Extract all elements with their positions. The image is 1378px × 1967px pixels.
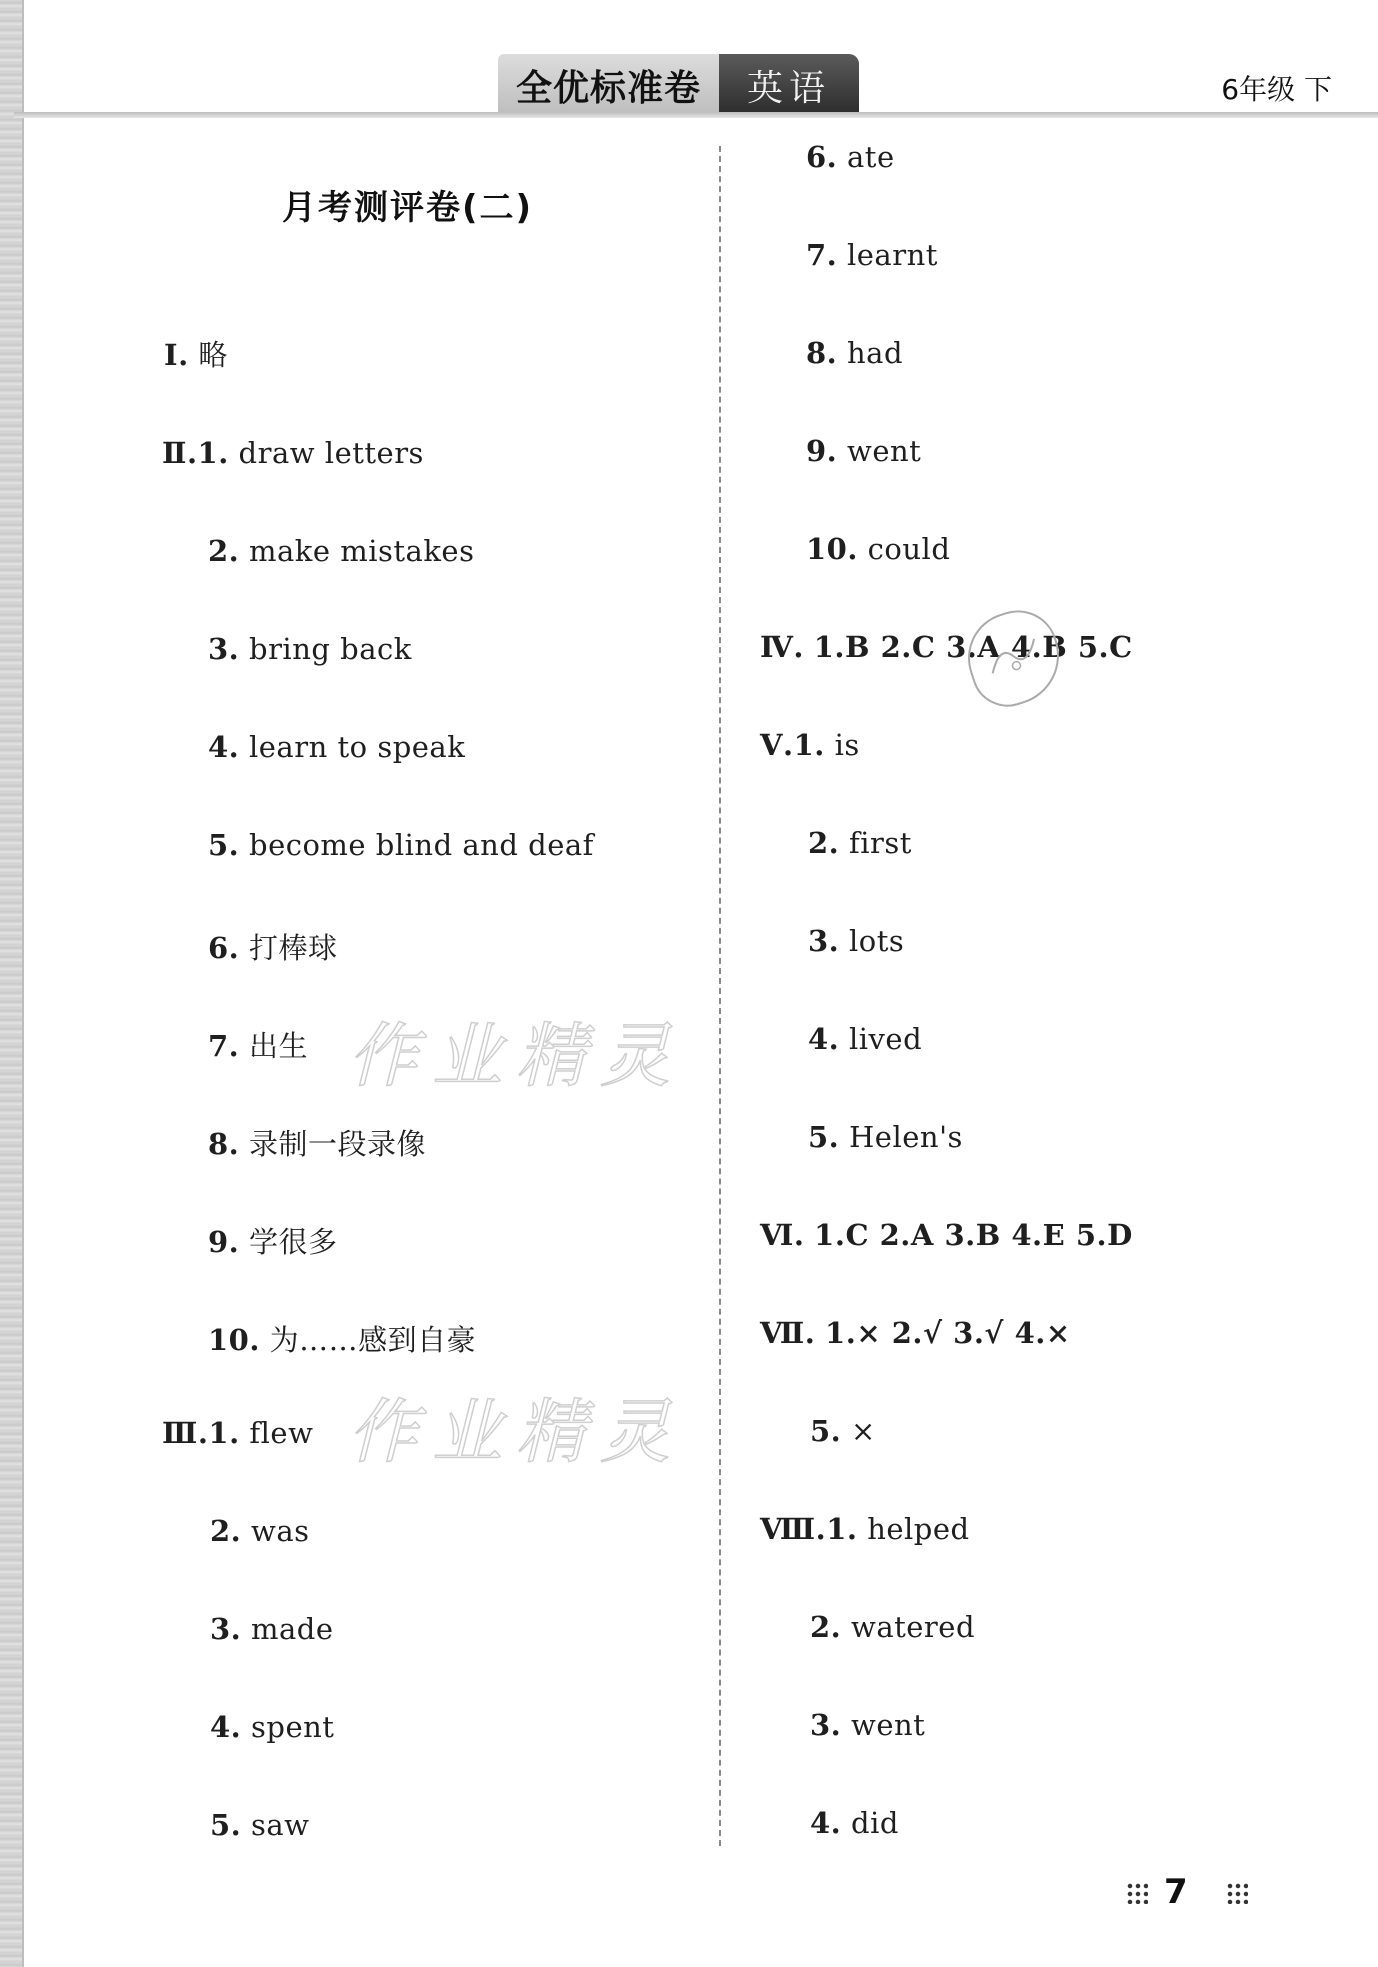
answer-line: 5. × [810,1414,876,1448]
answer-line: 4. learn to speak [208,730,466,764]
header-rule [14,112,1378,118]
answer-line: 10. 为……感到自豪 [208,1323,477,1357]
answer-line: 9. 学很多 [208,1225,338,1259]
answer-line: Ⅴ.1. is [760,728,860,762]
answer-line: 5. saw [210,1808,310,1842]
answer-line: 3. went [810,1708,926,1742]
column-divider [719,146,721,1846]
answer-line: 7. learnt [806,238,938,272]
answer-line: 2. watered [810,1610,976,1644]
answer-line: Ⅲ.1. flew [162,1416,314,1450]
page-number: 7 [1164,1872,1188,1912]
answer-line: 3. made [210,1612,334,1646]
answer-line: 10. could [806,532,951,566]
answer-line: Ⅶ. 1.× 2.√ 3.√ 4.× [760,1316,1071,1350]
answer-line: Ⅵ. 1.C 2.A 3.B 4.E 5.D [760,1218,1133,1252]
answer-line: 3. bring back [208,632,412,666]
answer-line: 6. 打棒球 [208,931,338,965]
answer-line: 3. lots [808,924,905,958]
answer-line: 4. lived [808,1022,923,1056]
answer-line: 4. did [810,1806,899,1840]
brand-banner [498,54,859,112]
answer-line: 7. 出生 [208,1029,309,1063]
answer-line: 8. had [806,336,904,370]
answer-line: Ⅳ. 1.B 2.C 3.A 4.B 5.C [760,630,1133,664]
brand-title: 全优标准卷 [498,54,719,112]
stamp-icon [979,628,1048,685]
watermark: 作业精灵 [348,1015,684,1097]
answer-line: Ⅱ.1. draw letters [162,436,424,470]
answer-line: 2. make mistakes [208,534,475,568]
answer-line: Ⅰ. 略 [164,338,228,372]
page-title: 月考测评卷(二) [282,188,534,228]
torn-page-edge [0,0,24,1967]
answer-line: 5. Helen's [808,1120,963,1154]
answer-line: 2. first [808,826,912,860]
grade-label: 6年级 下 [1221,73,1332,106]
answer-line: 2. was [210,1514,310,1548]
answer-line: 9. went [806,434,922,468]
dots-ornament-right [1226,1882,1248,1904]
watermark-stamp [956,600,1072,716]
answer-line: Ⅷ.1. helped [760,1512,970,1546]
answer-line: 4. spent [210,1710,335,1744]
answer-line: 8. 录制一段录像 [208,1127,427,1161]
watermark: 作业精灵 [348,1391,684,1473]
dots-ornament-left [1126,1882,1148,1904]
answer-line: 6. ate [806,140,895,174]
subject-label: 英语 [719,54,859,112]
answer-line: 5. become blind and deaf [208,828,594,862]
